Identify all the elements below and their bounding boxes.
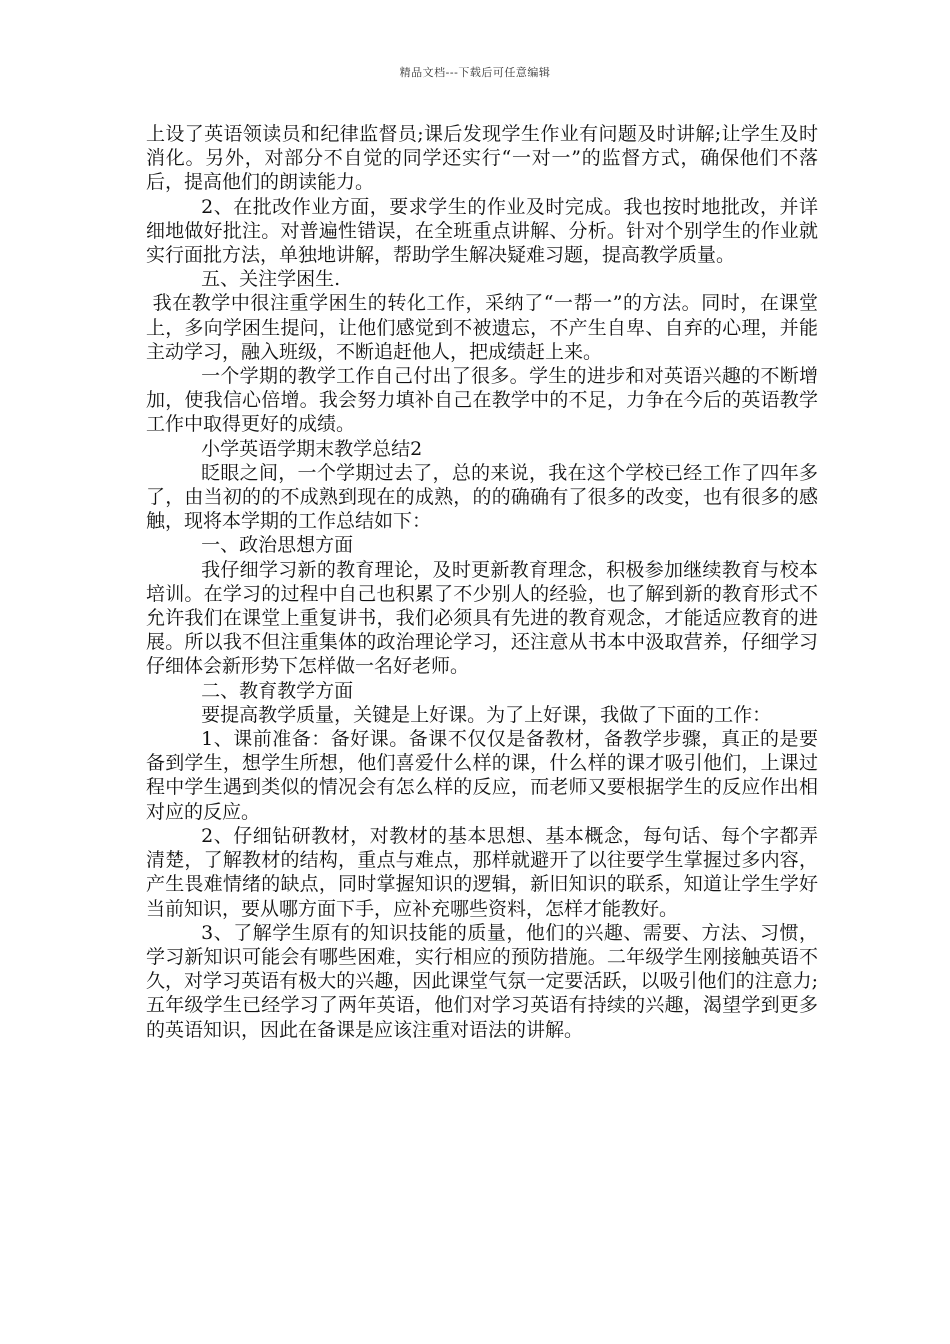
document-body [146, 122, 818, 1042]
paragraph-2: 2、在批改作业方面，要求学生的作业及时完成。我也按时地批改，并详细地做好批注。对普遍性错误，在全班重点讲解、分析。针对个别学生的作业就实行面批方法，单独地讲解，帮助学生解决疑难习题，提高教学质量。 [146, 195, 818, 267]
paragraph-3: 我在教学中很注重学困生的转化工作，采纳了“一帮一”的方法。同时，在课堂上，多向学困生提问，让他们感觉到不被遗忘，不产生自卑、自弃的心理，并能主动学习，融入班级，不断追赶他人，把成绩赶上来。 [146, 292, 818, 363]
paragraph-6: 我仔细学习新的教育理论，及时更新教育理念，积极参加继续教育与校本培训。在学习的过程中自己也积累了不少别人的经验，也了解到新的教育形式不允许我们在课堂上重复讲书，我们必须具有先进的教育观念，才能适应教育的进展。所以我不但注重集体的政治理论学习，还注意从书本中汲取营养，仔细学习仔细体会新形势下怎样做一名好老师。 [146, 558, 818, 678]
paragraph-10: 3、了解学生原有的知识技能的质量，他们的兴趣、需要、方法、习惯，学习新知识可能会有哪些困难，实行相应的预防措施。二年级学生刚接触英语不久，对学习英语有极大的兴趣，因此课堂气氛一定要活跃，以吸引他们的注意力;五年级学生已经学习了两年英语，他们对学习英语有持续的兴趣，渴望学到更多的英语知识，因此在备课是应该注重对语法的讲解。 [146, 921, 818, 1041]
paragraph-8: 1、课前准备：备好课。备课不仅仅是备教材，备教学步骤，真正的是要备到学生，想学生所想，他们喜爱什么样的课，什么样的课才吸引他们，上课过程中学生遇到类似的情况会有怎么样的反应，而老师又要根据学生的反应作出相对应的反应。 [146, 728, 818, 823]
paragraph-4: 一个学期的教学工作自己付出了很多。学生的进步和对英语兴趣的不断增加，使我信心倍增。我会努力填补自己在教学中的不足，力争在今后的英语教学工作中取得更好的成绩。 [146, 365, 818, 436]
paragraph-7: 要提高教学质量，关键是上好课。为了上好课，我做了下面的工作： [201, 703, 772, 726]
paragraph-9: 2、仔细钻研教材，对教材的基本思想、基本概念，每句话、每个字都弄清楚，了解教材的结构，重点与难点，那样就避开了以往要学生掌握过多内容，产生畏难情绪的缺点，同时掌握知识的逻辑，新旧知识的联系，知道让学生学好当前知识，要从哪方面下手，应补充哪些资料，怎样才能教好。 [146, 824, 818, 920]
paragraph-5: 眨眼之间，一个学期过去了，总的来说，我在这个学校已经工作了四年多了，由当初的的不成熟到现在的成熟，的的确确有了很多的改变，也有很多的感触，现将本学期的工作总结如下： [146, 461, 818, 533]
section-heading-2: 二、教育教学方面 [201, 679, 354, 702]
section-heading-1: 一、政治思想方面 [201, 534, 354, 557]
page-header: 精品文档---下载后可任意编辑 [399, 66, 551, 79]
paragraph-1: 上设了英语领读员和纪律监督员;课后发现学生作业有问题及时讲解;让学生及时消化。另外，对部分不自觉的同学还实行“一对一”的监督方式，确保他们不落后，提高他们的朗读能力。 [146, 123, 818, 194]
document-subtitle: 小学英语学期末教学总结2 [201, 437, 423, 460]
section-heading-5: 五、关注学困生. [201, 268, 341, 291]
